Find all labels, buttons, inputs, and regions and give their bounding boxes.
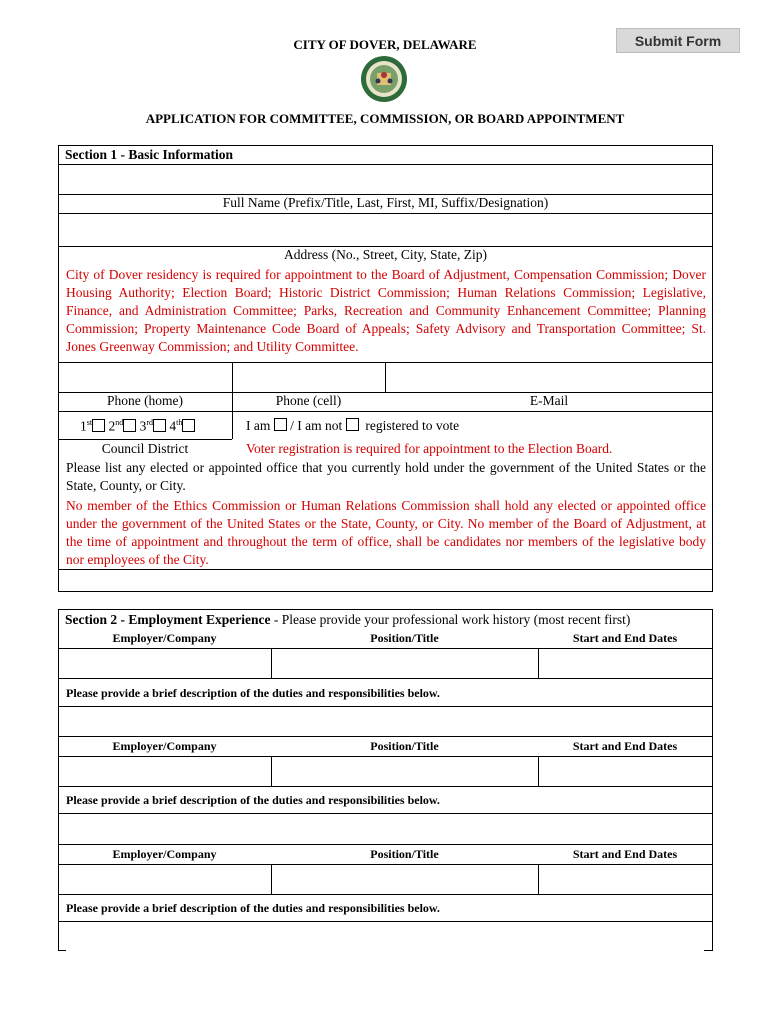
duties-field[interactable] — [60, 923, 711, 949]
dates-header: Start and End Dates — [572, 847, 678, 861]
i-am-not-label: / I am not — [290, 418, 343, 433]
divider — [58, 706, 713, 707]
employer-header: Employer/Company — [112, 847, 217, 861]
city-seal-icon — [360, 55, 408, 103]
divider — [385, 362, 386, 392]
divider — [58, 411, 713, 412]
full-name-label: Full Name (Prefix/Title, Last, First, MI, Suffix/Designation) — [222, 195, 549, 210]
divider — [58, 813, 713, 814]
divider — [58, 736, 713, 737]
duties-label: Please provide a brief description of the duties and responsibilities below. — [66, 901, 440, 915]
divider — [58, 609, 713, 610]
employer-field[interactable] — [60, 758, 269, 784]
divider — [58, 864, 713, 865]
divider — [58, 439, 232, 440]
dates-field[interactable] — [540, 758, 710, 784]
district-2-text: 2 — [108, 418, 116, 434]
divider — [58, 921, 713, 922]
district-2-suffix: nd — [115, 418, 124, 427]
employer-header: Employer/Company — [112, 739, 217, 753]
section2-heading-title: Section 2 - Employment Experience — [65, 612, 271, 627]
district-1-text: 1 — [80, 418, 87, 434]
phone-home-label: Phone (home) — [106, 393, 184, 408]
submit-form-button[interactable]: Submit Form — [616, 28, 740, 53]
residency-note: City of Dover residency is required for appointment to the Board of Adjustment, Compensation Commission; Dover Housing Authority; Election Board; Historic District Commission; Human Relations Commission; Legislative, Finance, and Administration Committee; Parks, Recreation and Community Enhancement Committee; Planning Commission; Property Maintenance Code Board of Appeals; Safety Advisory and Transportation Committee; St. Jones Greenway Commission; and Utility Committee. — [66, 267, 706, 354]
position-field[interactable] — [273, 866, 536, 892]
section2-heading-note: - Please provide your professional work history (most recent first) — [270, 612, 631, 627]
phone-cell-field[interactable] — [235, 364, 383, 391]
dates-field[interactable] — [540, 650, 710, 676]
council-district-label: Council District — [101, 441, 189, 456]
phone-home-field[interactable] — [60, 364, 230, 391]
dates-header: Start and End Dates — [572, 739, 678, 753]
divider — [58, 213, 713, 214]
divider — [704, 950, 713, 951]
divider — [58, 164, 713, 165]
dates-field[interactable] — [540, 866, 710, 892]
section1-heading: Section 1 - Basic Information — [65, 147, 233, 162]
divider — [538, 864, 539, 894]
i-am-label: I am — [246, 418, 271, 433]
divider — [538, 756, 539, 786]
divider — [271, 648, 272, 678]
application-title: APPLICATION FOR COMMITTEE, COMMISSION, OR BOARD APPOINTMENT — [145, 111, 625, 126]
duties-field[interactable] — [60, 708, 711, 734]
position-field[interactable] — [273, 758, 536, 784]
district-2-checkbox[interactable] — [123, 419, 136, 432]
email-label: E-Mail — [529, 393, 569, 408]
voter-registration-row — [246, 418, 459, 434]
email-field[interactable] — [388, 364, 711, 391]
district-1-checkbox[interactable] — [92, 419, 105, 432]
dates-header: Start and End Dates — [572, 631, 678, 645]
district-4-suffix: th — [176, 418, 183, 427]
city-title: CITY OF DOVER, DELAWARE — [293, 37, 477, 52]
registered-label: registered to vote — [365, 418, 460, 433]
position-header: Position/Title — [370, 631, 439, 645]
position-field[interactable] — [273, 650, 536, 676]
district-4-checkbox[interactable] — [182, 419, 195, 432]
district-4-text: 4 — [169, 418, 177, 434]
divider — [271, 864, 272, 894]
address-label: Address (No., Street, City, State, Zip) — [283, 247, 488, 262]
divider — [58, 894, 713, 895]
duties-label: Please provide a brief description of the duties and responsibilities below. — [66, 686, 440, 700]
full-name-field[interactable] — [60, 166, 711, 193]
employer-header: Employer/Company — [112, 631, 217, 645]
divider — [58, 678, 713, 679]
office-question: Please list any elected or appointed office that you currently hold under the government of the United States or the State, County, or City. — [66, 460, 706, 493]
divider — [58, 786, 713, 787]
registered-no-checkbox[interactable] — [346, 418, 359, 431]
district-3-suffix: rd — [146, 418, 154, 427]
duties-label: Please provide a brief description of the duties and responsibilities below. — [66, 793, 440, 807]
divider — [58, 756, 713, 757]
employer-field[interactable] — [60, 650, 269, 676]
divider — [538, 648, 539, 678]
employer-field[interactable] — [60, 866, 269, 892]
divider — [58, 609, 59, 950]
ethics-note: No member of the Ethics Commission or Human Relations Commission shall hold any elected or appointed office under the government of the United States or the State, County, or City. No member of the Board of Adjustment, at the time of appointment and throughout the term of office, shall be candidates nor members of the legislative body nor employees of the City. — [66, 498, 706, 567]
district-3-checkbox[interactable] — [153, 419, 166, 432]
registered-yes-checkbox[interactable] — [274, 418, 287, 431]
duties-field[interactable] — [60, 815, 711, 842]
divider — [712, 609, 713, 950]
voter-note: Voter registration is required for appointment to the Election Board. — [246, 441, 613, 456]
district-3-text: 3 — [139, 418, 147, 434]
divider — [58, 569, 713, 570]
divider — [271, 756, 272, 786]
council-district-checkboxes — [80, 418, 195, 435]
divider — [58, 844, 713, 845]
position-header: Position/Title — [370, 739, 439, 753]
divider — [58, 950, 66, 951]
phone-cell-label: Phone (cell) — [275, 393, 342, 408]
section2-heading — [65, 612, 630, 628]
district-1-suffix: st — [86, 418, 93, 427]
divider — [58, 648, 713, 649]
address-field[interactable] — [60, 215, 711, 245]
position-header: Position/Title — [370, 847, 439, 861]
current-office-field[interactable] — [60, 571, 711, 590]
